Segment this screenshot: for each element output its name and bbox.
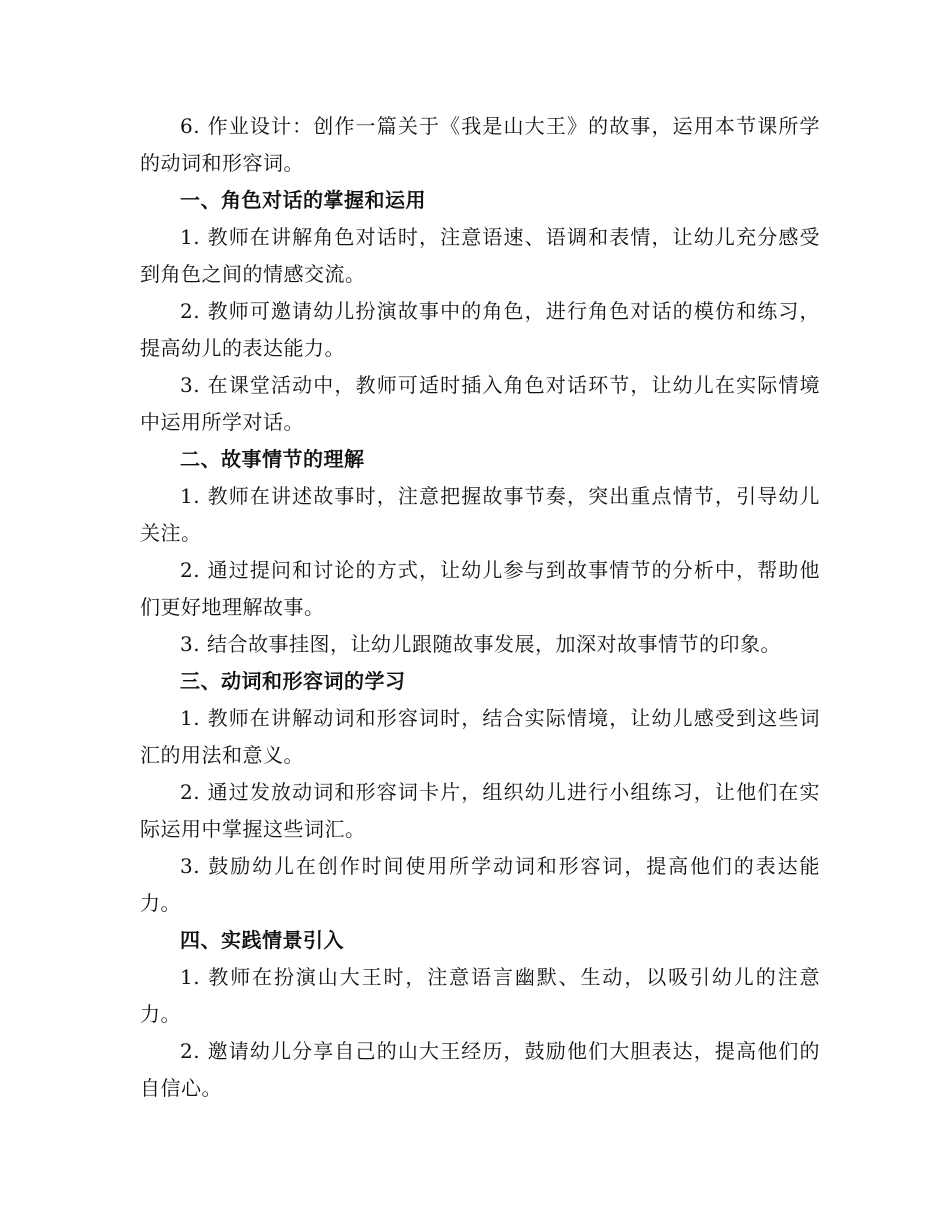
- list-item: 2. 教师可邀请幼儿扮演故事中的角色，进行角色对话的模仿和练习，提高幼儿的表达能力。: [140, 299, 820, 360]
- document-page: [140, 108, 820, 1107]
- section-heading-plot: 二、故事情节的理解: [180, 447, 365, 471]
- list-item: 3. 鼓励幼儿在创作时间使用所学动词和形容词，提高他们的表达能力。: [140, 854, 820, 915]
- list-item: 1. 教师在讲解角色对话时，注意语速、语调和表情，让幼儿充分感受到角色之间的情感交流。: [140, 225, 820, 286]
- section-heading-dialogue: 一、角色对话的掌握和运用: [180, 188, 426, 212]
- list-item: 1. 教师在讲述故事时，注意把握故事节奏，突出重点情节，引导幼儿关注。: [140, 484, 820, 545]
- list-item: 3. 在课堂活动中，教师可适时插入角色对话环节，让幼儿在实际情境中运用所学对话。: [140, 373, 820, 434]
- list-item: 2. 通过发放动词和形容词卡片，组织幼儿进行小组练习，让他们在实际运用中掌握这些词汇。: [140, 780, 820, 841]
- section-heading-vocabulary: 三、动词和形容词的学习: [180, 669, 406, 693]
- list-item: 3. 结合故事挂图，让幼儿跟随故事发展，加深对故事情节的印象。: [180, 632, 781, 656]
- list-item: 1. 教师在讲解动词和形容词时，结合实际情境，让幼儿感受到这些词汇的用法和意义。: [140, 706, 820, 767]
- list-item: 2. 通过提问和讨论的方式，让幼儿参与到故事情节的分析中，帮助他们更好地理解故事。: [140, 558, 820, 619]
- list-item: 1. 教师在扮演山大王时，注意语言幽默、生动，以吸引幼儿的注意力。: [140, 965, 820, 1026]
- section-heading-practice: 四、实践情景引入: [180, 928, 344, 952]
- list-item: 2. 邀请幼儿分享自己的山大王经历，鼓励他们大胆表达，提高他们的自信心。: [140, 1039, 820, 1100]
- homework-paragraph: 6. 作业设计：创作一篇关于《我是山大王》的故事，运用本节课所学的动词和形容词。: [140, 114, 820, 175]
